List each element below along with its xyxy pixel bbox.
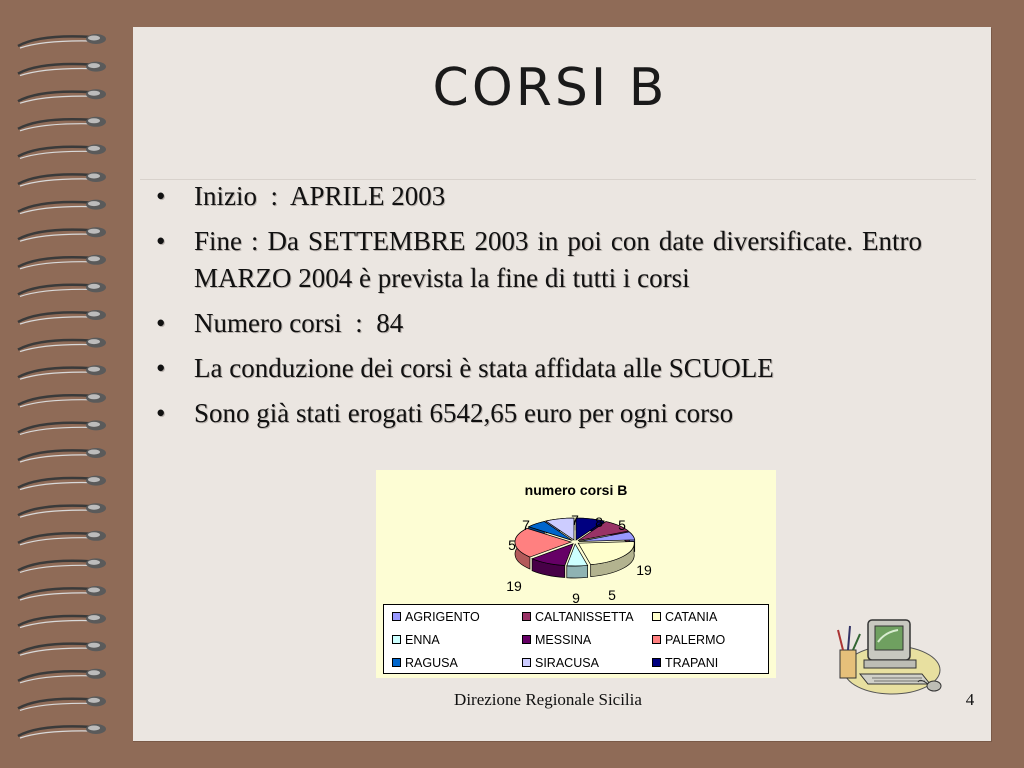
bullet-item-end [148, 223, 922, 297]
bullet-marker: • [156, 181, 166, 211]
pie-value-label: 5 [508, 537, 516, 553]
pie-chart [376, 470, 776, 678]
slide-title: CORSI B [432, 58, 668, 118]
pie-value-label: 5 [608, 587, 616, 603]
pie-value-label: 8 [595, 514, 603, 530]
bullet-marker: • [156, 353, 166, 383]
legend-swatch [652, 612, 661, 621]
bullet-text: Inizio : APRILE 2003 [194, 181, 446, 211]
pie-value-label: 19 [636, 562, 652, 578]
legend-item [522, 655, 599, 671]
page-number: 4 [965, 690, 975, 709]
legend-item [392, 655, 458, 671]
legend-swatch [392, 612, 401, 621]
legend-label: ENNA [405, 633, 440, 647]
legend-swatch [392, 658, 401, 667]
chart-title: numero corsi B [524, 482, 628, 498]
pie-value-label: 5 [618, 517, 626, 533]
footer-text: Direzione Regionale Sicilia [454, 690, 642, 709]
pie-value-label: 9 [572, 590, 580, 604]
legend-label: PALERMO [665, 633, 726, 647]
bullet-item-start [148, 178, 922, 215]
legend-swatch [522, 612, 531, 621]
legend-item [652, 609, 717, 625]
bullet-text: Numero corsi : 84 [194, 308, 404, 338]
legend-label: AGRIGENTO [405, 610, 480, 624]
bullet-text: La conduzione dei corsi è stata affidata alle SCUOLE [194, 353, 774, 383]
bullet-marker: • [156, 308, 166, 338]
pie-value-label: 7 [522, 517, 530, 533]
bullet-marker: • [156, 226, 166, 256]
legend-item [392, 632, 440, 648]
legend-label: CATANIA [665, 610, 718, 624]
computer-clipart-icon [830, 612, 945, 697]
legend-label: MESSINA [535, 633, 592, 647]
pie-value-label: 19 [506, 578, 522, 594]
bullet-item-conduction [148, 350, 922, 387]
legend-label: CALTANISSETTA [535, 610, 634, 624]
legend-item [652, 655, 718, 671]
legend-item [652, 632, 725, 648]
legend-label: RAGUSA [405, 656, 458, 670]
legend-swatch [392, 635, 401, 644]
pie-value-label: 7 [571, 512, 579, 528]
legend-label: TRAPANI [665, 656, 719, 670]
legend-item [522, 632, 591, 648]
legend-swatch [522, 658, 531, 667]
chart-legend [383, 604, 769, 674]
pie-slice-side [567, 565, 588, 578]
pie-chart-plot [376, 470, 776, 604]
bullet-list [148, 178, 922, 440]
bullet-marker: • [156, 398, 166, 428]
bullet-text: Fine : Da SETTEMBRE 2003 in poi con date diversificate. Entro MARZO 2004 è prevista la fine di tutti i corsi [194, 226, 922, 293]
legend-item [522, 609, 634, 625]
legend-swatch [522, 635, 531, 644]
bullet-item-count [148, 305, 922, 342]
legend-item [392, 609, 480, 625]
bullet-text: Sono già stati erogati 6542,65 euro per ogni corso [194, 398, 734, 428]
legend-swatch [652, 658, 661, 667]
legend-label: SIRACUSA [535, 656, 599, 670]
spiral-binding [0, 0, 140, 768]
bullet-item-funds [148, 395, 922, 432]
legend-swatch [652, 635, 661, 644]
